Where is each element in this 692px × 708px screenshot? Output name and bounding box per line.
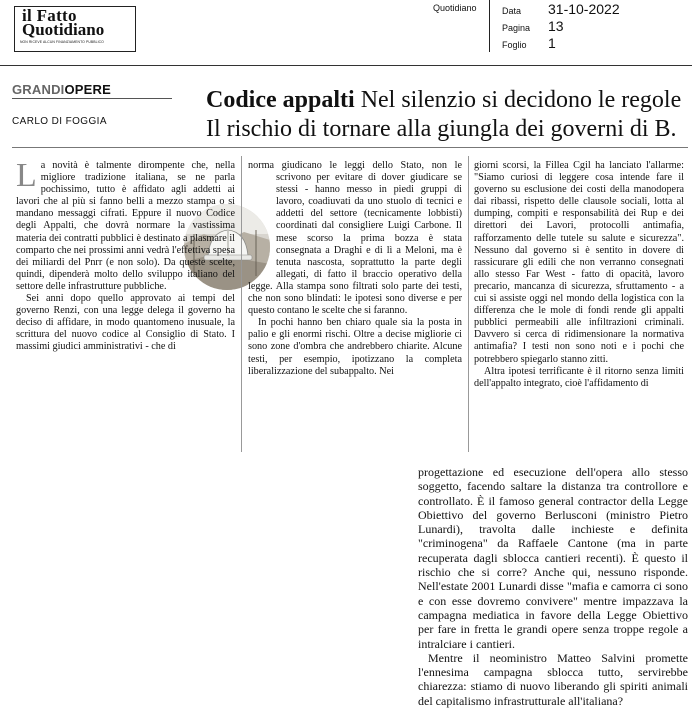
headline-bold: Codice appalti [206, 87, 355, 113]
page-value: 13 [548, 18, 564, 34]
sheet-label: Foglio [502, 40, 527, 50]
headline-rule [12, 147, 688, 148]
paragraph: In pochi hanno ben chiaro quale sia la posta in palio e gli enormi rischi. Oltre a decise migliorie ci sono zone d'ombra che andrebbero chiarite. Alcune testi, per esempio, ipotizzano la completa liberalizzazione del subappalto. Nei [248, 317, 462, 377]
paragraph: Sei anni dopo quello approvato ai tempi del governo Renzi, con una legge delega il governo ha deciso di affidare, in modo quantomeno inusuale, la scrittura del nuovo codice al Consiglio di Stato. I massimi giudici amministrativi - che di [16, 293, 235, 353]
article-column-2 [248, 160, 462, 378]
col1-p1-text: a novità è talmente dirompente che, nella migliore tradizione italiana, se ne parla pochissimo, tutto è affidato agli addetti ai lavori che al più si fanno belli a mezzo stampa o si mandano messaggi cifrati. Eppure il nuovo Codice degli Appalti, che dovrà normare la vastissima materia dei contratti pubblici è destinato a plasmare il comparto che nei prossimi anni vedrà l'effettiva spesa dei miliardi del Pnrr (e non solo). Da queste scelte, quindi, dipenderà molto dello sviluppo italiano del settore delle infrastrutture pubbliche. [16, 160, 235, 292]
sheet-value: 1 [548, 35, 556, 51]
date-label: Data [502, 6, 522, 16]
photo-wrap-spacer [248, 160, 276, 295]
article-column-3 [474, 160, 684, 390]
author-byline: CARLO DI FOGGIA [12, 116, 107, 127]
clip-source: Quotidiano [433, 3, 477, 13]
header-rule [0, 65, 692, 66]
headline-line2: Il rischio di tornare alla giungla dei governi di B. [206, 116, 677, 142]
paragraph: giorni scorsi, la Fillea Cgil ha lanciato l'allarme: "Siamo curiosi di leggere cosa intende fare il governo su esclusione dei costi della manodopera dai ribassi, rispetto delle clausole sociali, lotta al dumping, compiti e responsabilità dei Rup e dei direttori dei Lavori, protocolli antimafia, rafforzamento delle tutele su salute e sicurezza". Nessuno dal governo si è sentito in dovere di rassicurare gli edili che non verranno consegnati allo stesso Far West - fatto di opacità, lavoro precario, mancanza di sicurezza, sfruttamento - a cui si assiste oggi nel mondo della logistica con la differenza che le mole di fondi rende gli appalti pubblici permeabili alle infiltrazioni criminali. Davvero si cerca di ridimensionare la normativa antimafia? I testi non sono noti e i pochi che potrebbero spiegarlo stanno zitti. [474, 160, 684, 365]
header-divider [489, 0, 490, 52]
drop-cap: L [16, 157, 37, 194]
paragraph: progettazione ed esecuzione dell'opera allo stesso soggetto, facendo saltare la distanza tra controllore e controllato. È il famoso general contractor della Legge Obiettivo del governo Berlusconi (ministro Pietro Lunardi), travolta dalle inchieste e definita "criminogena" da Raffaele Cantone (ma in parte recuperata dagli sblocca cantieri recenti). È questo il rischio che si corre? Anche qui, nessuno risponde. Nell'estate 2001 Lunardi disse "mafia e camorra ci sono e con esse dovremo convivere" mentre impazzava la campagna mediatica in favore della Legge Obiettivo per fare in fretta le grandi opere senza troppe regole a intralciare i cantieri. [418, 465, 688, 651]
column-rule-1 [241, 156, 242, 452]
kicker-rule [12, 98, 172, 99]
page-label: Pagina [502, 23, 531, 33]
kicker-part1: GRANDI [12, 82, 65, 97]
headline-rest: Nel silenzio si decidono le regole [354, 87, 682, 113]
article-column-4 [418, 465, 688, 708]
logo-line1: il Fatto [22, 6, 77, 25]
article-column-1 [16, 157, 235, 354]
paragraph [16, 157, 235, 293]
paragraph: norma giudicano le leggi dello Stato, non le scrivono per evitare di dover giudicare se stessi - hanno messo in piedi gruppi di lavoro, coadiuvati da uno stuolo di tecnici e addetti del settore (tecnicamente lobbisti) coordinati dal consigliere Luigi Carbone. Il mese scorso la prima bozza è stata consegnata a Draghi e di lì a Meloni, ma è tenuta nascosta, soprattutto la parte degli allegati, di fatto il braccio operativo della legge. Alla stampa sono filtrati solo parte dei testi, che non sono blindati: le ipotesi sono diverse e per questo contano le scelte che si faranno. [248, 160, 462, 317]
kicker-part2: OPERE [64, 82, 111, 97]
logo-tagline: NON RICEVE ALCUN FINANZIAMENTO PUBBLICO [20, 40, 104, 44]
column-rule-2 [468, 156, 469, 452]
date-value: 31-10-2022 [548, 1, 620, 17]
paragraph: Altra ipotesi terrificante è il ritorno senza limiti dell'appalto integrato, cioè l'affidamento di [474, 365, 684, 389]
paragraph: Mentre il neoministro Matteo Salvini promette l'ennesima campagna sblocca tutto, servirebbe chiarezza: stiamo di nuovo liberando gli spiriti animali del capitalismo infrastrutturale all'italiana? [418, 650, 688, 708]
headline-line1 [206, 86, 681, 114]
section-kicker [12, 82, 111, 97]
logo-line2: Quotidiano [22, 20, 105, 39]
